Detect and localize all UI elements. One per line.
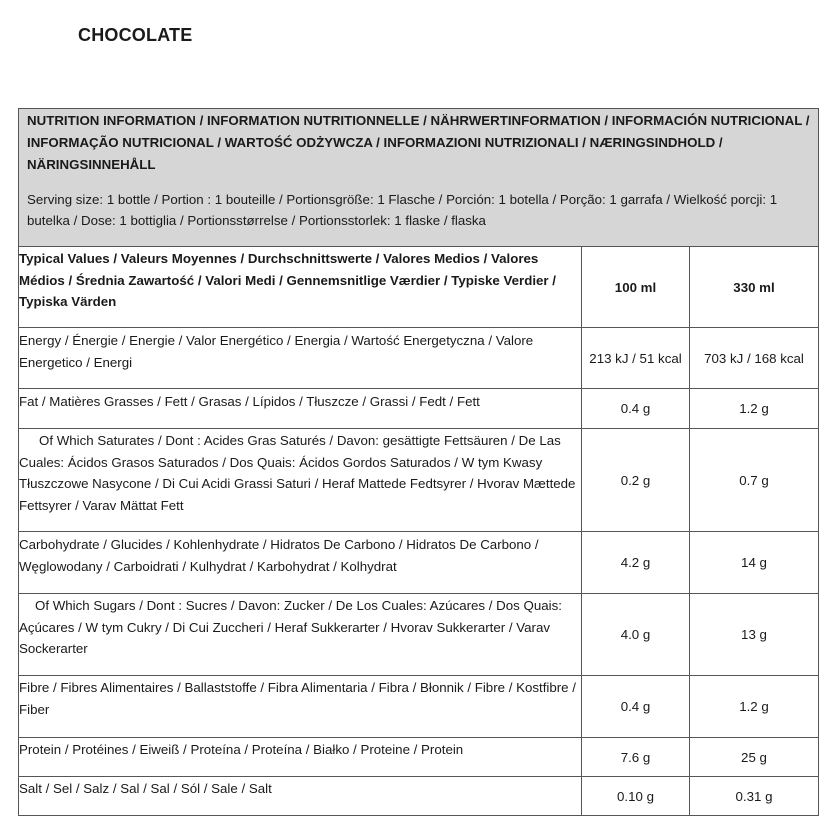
- table-row: [19, 389, 818, 429]
- column-100ml-header: 100 ml: [581, 247, 689, 327]
- row-label: Energy / Énergie / Energie / Valor Energético / Energia / Wartość Energetyczna / Valore Energetico / Energi: [19, 333, 534, 370]
- value-100ml: 0.10 g: [581, 777, 689, 815]
- value-330ml: 0.7 g: [689, 429, 818, 531]
- table-row: [19, 676, 818, 738]
- value-330ml: 1.2 g: [689, 389, 818, 428]
- table-row: [19, 532, 818, 594]
- value-330ml: 25 g: [689, 738, 818, 776]
- value-100ml: 0.4 g: [581, 676, 689, 737]
- table-row: [19, 738, 818, 777]
- value-100ml: 0.4 g: [581, 389, 689, 428]
- table-header: [19, 109, 818, 247]
- table-row: [19, 328, 818, 389]
- value-330ml: 703 kJ / 168 kcal: [689, 328, 818, 388]
- row-label: Protein / Protéines / Eiweiß / Proteína / Proteína / Białko / Proteine / Protein: [19, 742, 464, 757]
- table-row: [19, 594, 818, 676]
- column-330ml-header: 330 ml: [689, 247, 818, 327]
- value-330ml: 13 g: [689, 594, 818, 675]
- value-100ml: 4.2 g: [581, 532, 689, 593]
- row-label: Of Which Saturates / Dont : Acides Gras Saturés / Davon: gesättigte Fettsäuren / De Las Cuales: Ácidos Grasos Saturados / Dos Quais: Ácidos Gordos Saturados / W tym Kwasy Tłuszczowe Nasycone / Di Cui Acidi Grassi Saturi / Heraf Mattede Fedtsyrer / Hvorav Mættede Fettsyrer / Varav Mättat Fett: [19, 433, 576, 513]
- header-title: NUTRITION INFORMATION / INFORMATION NUTRITIONNELLE / NÄHRWERTINFORMATION / INFORMACIÓN NUTRICIONAL / INFORMAÇÃO NUTRICIONAL / WARTOŚĆ ODŻYWCZA / INFORMAZIONI NUTRIZIONALI / NÆRINGSINDHOLD / NÄRINGSINNEHÅLL: [27, 113, 810, 172]
- value-100ml: 4.0 g: [581, 594, 689, 675]
- column-header-row: [19, 247, 818, 328]
- typical-values-label: Typical Values / Valeurs Moyennes / Durchschnittswerte / Valores Medios / Valores Médios / Średnia Zawartość / Valori Medi / Gennemsnitlige Værdier / Typiske Verdier / Typiska Värden: [19, 251, 556, 309]
- table-row: [19, 429, 818, 532]
- serving-size: Serving size: 1 bottle / Portion : 1 bouteille / Portionsgröße: 1 Flasche / Porción: 1 botella / Porção: 1 garrafa / Wielkość porcji: 1 butelka / Dose: 1 bottiglia / Portionsstørrelse / Portionsstorlek: 1 flaske / flaska: [27, 192, 778, 228]
- nutrition-table: [18, 108, 819, 816]
- row-label: Of Which Sugars / Dont : Sucres / Davon: Zucker / De Los Cuales: Azúcares / Dos Quais: Açúcares / W tym Cukry / Di Cui Zuccheri / Heraf Sukkerarter / Hvorav Sukkerarter / Varav Sockerarter: [19, 598, 562, 656]
- table-row: [19, 777, 818, 815]
- value-100ml: 213 kJ / 51 kcal: [581, 328, 689, 388]
- product-title: CHOCOLATE: [78, 25, 193, 45]
- row-label: Fat / Matières Grasses / Fett / Grasas / Lípidos / Tłuszcze / Grassi / Fedt / Fett: [19, 394, 480, 409]
- row-label: Salt / Sel / Salz / Sal / Sal / Sól / Sale / Salt: [19, 781, 272, 796]
- value-330ml: 0.31 g: [689, 777, 818, 815]
- value-330ml: 14 g: [689, 532, 818, 593]
- value-330ml: 1.2 g: [689, 676, 818, 737]
- value-100ml: 0.2 g: [581, 429, 689, 531]
- row-label: Carbohydrate / Glucides / Kohlenhydrate / Hidratos De Carbono / Hidratos De Carbono / Węglowodany / Carboidrati / Kulhydrat / Karbohydrat / Kolhydrat: [19, 537, 539, 574]
- row-label: Fibre / Fibres Alimentaires / Ballaststoffe / Fibra Alimentaria / Fibra / Błonnik / Fibre / Kostfibre / Fiber: [19, 680, 576, 717]
- value-100ml: 7.6 g: [581, 738, 689, 776]
